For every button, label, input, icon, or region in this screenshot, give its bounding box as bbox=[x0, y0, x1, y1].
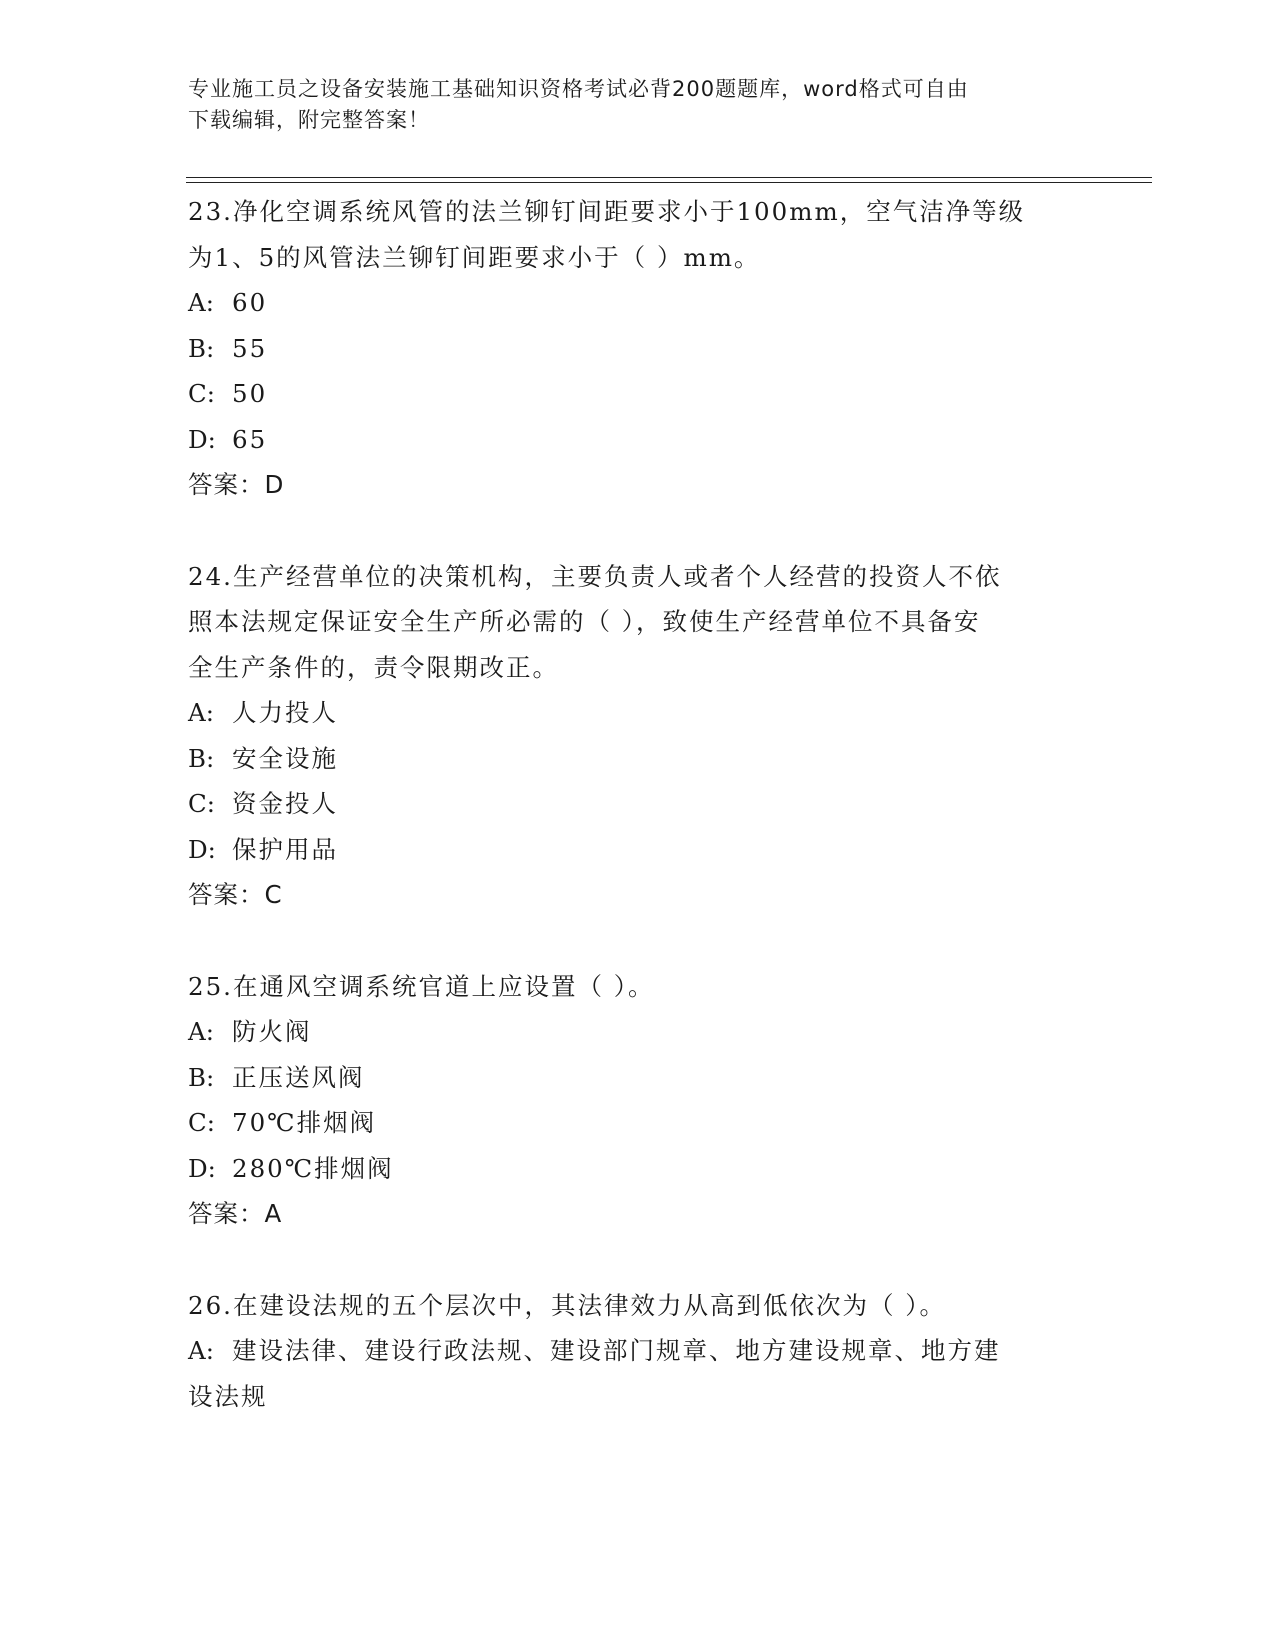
option-text: 防火阀 bbox=[232, 1017, 312, 1046]
answer: 答案：C bbox=[188, 880, 283, 909]
option-text: 人力投人 bbox=[232, 698, 338, 727]
option-label: A: bbox=[188, 1336, 214, 1365]
option-label: C: bbox=[188, 1108, 216, 1137]
document-header bbox=[188, 74, 1078, 136]
answer: 答案：D bbox=[188, 470, 285, 499]
option-label: C: bbox=[188, 379, 216, 408]
question-text-line: 照本法规定保证安全生产所必需的（ ），致使生产经营单位不具备安 bbox=[188, 607, 981, 636]
option-a bbox=[188, 280, 1088, 326]
answer: 答案：A bbox=[188, 1199, 283, 1228]
option-label: A: bbox=[188, 288, 214, 317]
option-text: 保护用品 bbox=[232, 834, 338, 864]
option-a bbox=[188, 1328, 1088, 1374]
option-text: 安全设施 bbox=[232, 743, 338, 773]
question-list bbox=[188, 189, 1088, 1465]
question-26 bbox=[188, 1283, 1088, 1420]
option-text: 正压送风阀 bbox=[232, 1062, 365, 1092]
option-label: D: bbox=[188, 424, 216, 454]
option-c bbox=[188, 371, 1088, 417]
question-text-line: 全生产条件的，责令限期改正。 bbox=[188, 652, 559, 682]
option-text: 建设法律、建设行政法规、建设部门规章、地方建设规章、地方建 bbox=[232, 1336, 1001, 1365]
option-a bbox=[188, 690, 1088, 736]
option-a bbox=[188, 1009, 1088, 1055]
option-label: A: bbox=[188, 698, 214, 727]
question-23 bbox=[188, 189, 1088, 508]
question-25 bbox=[188, 964, 1088, 1237]
question-24 bbox=[188, 554, 1088, 918]
question-text-line: 为1、5的风管法兰铆钉间距要求小于（ ）mm。 bbox=[188, 242, 761, 272]
header-divider-bottom bbox=[186, 182, 1152, 183]
option-label: D: bbox=[188, 834, 216, 864]
header-line-1: 专业施工员之设备安装施工基础知识资格考试必背200题题库，word格式可自由 bbox=[188, 77, 969, 101]
option-label: D: bbox=[188, 1153, 216, 1183]
option-text: 资金投人 bbox=[232, 789, 338, 818]
header-line-2: 下载编辑，附完整答案！ bbox=[188, 108, 430, 132]
option-d bbox=[188, 1146, 1088, 1192]
option-label: C: bbox=[188, 789, 216, 818]
option-text: 60 bbox=[232, 288, 268, 317]
option-b bbox=[188, 326, 1088, 372]
option-text: 55 bbox=[232, 333, 268, 363]
question-text-line: 25.在通风空调系统官道上应设置（ ）。 bbox=[188, 971, 655, 1001]
option-d bbox=[188, 827, 1088, 873]
question-text-line: 24.生产经营单位的决策机构，主要负责人或者个人经营的投资人不依 bbox=[188, 561, 1002, 591]
option-c bbox=[188, 1100, 1088, 1146]
option-b bbox=[188, 1055, 1088, 1101]
option-text: 设法规 bbox=[188, 1381, 268, 1411]
option-label: B: bbox=[188, 743, 215, 773]
option-label: B: bbox=[188, 333, 215, 363]
option-text: 280℃排烟阀 bbox=[232, 1153, 394, 1183]
option-c bbox=[188, 781, 1088, 827]
question-text-line: 23.净化空调系统风管的法兰铆钉间距要求小于100mm，空气洁净等级 bbox=[188, 197, 1026, 226]
option-d bbox=[188, 417, 1088, 463]
option-text: 70℃排烟阀 bbox=[232, 1108, 377, 1137]
option-a-continued bbox=[188, 1374, 1088, 1420]
option-b bbox=[188, 736, 1088, 782]
header-divider-top bbox=[186, 177, 1152, 178]
option-text: 50 bbox=[232, 379, 268, 408]
question-text-line: 26.在建设法规的五个层次中，其法律效力从高到低依次为（ ）。 bbox=[188, 1290, 946, 1320]
option-label: A: bbox=[188, 1017, 214, 1046]
option-label: B: bbox=[188, 1062, 215, 1092]
option-text: 65 bbox=[232, 424, 268, 454]
